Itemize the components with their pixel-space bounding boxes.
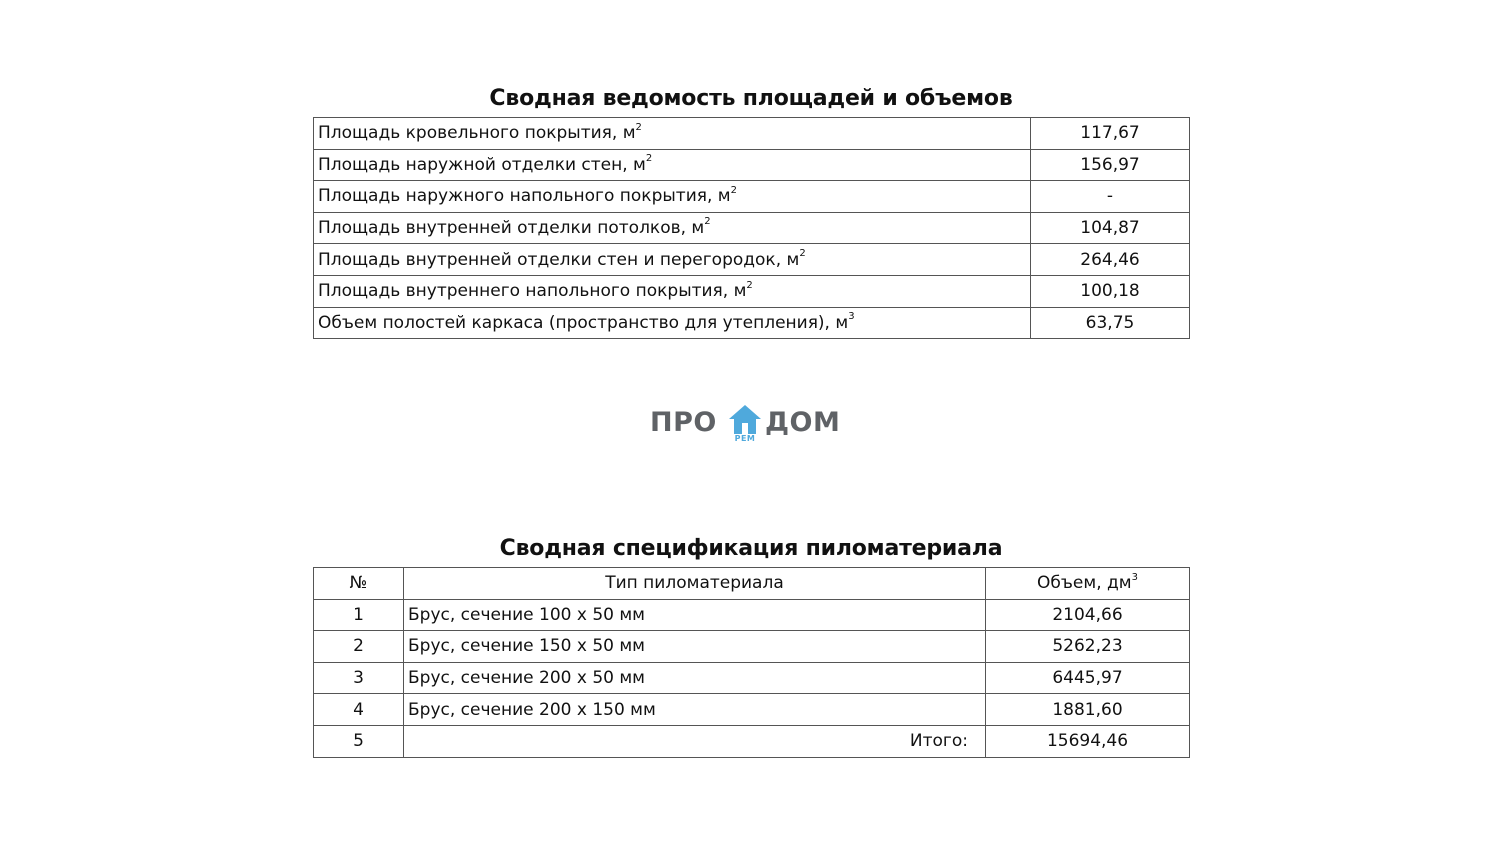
total-label-cell: Итого: xyxy=(404,725,986,757)
table-row xyxy=(314,118,1190,150)
volume-cell: 2104,66 xyxy=(986,599,1190,631)
logo-text-rem: РЕМ xyxy=(734,434,756,443)
areas-value-cell: - xyxy=(1031,181,1190,213)
lumber-table-title: Сводная спецификация пиломатериала xyxy=(499,536,1003,561)
areas-value-cell: 264,46 xyxy=(1031,244,1190,276)
table-row xyxy=(314,149,1190,181)
prorem-dom-logo xyxy=(648,400,853,448)
lumber-type-cell: Брус, сечение 100 х 50 мм xyxy=(404,599,986,631)
table-row xyxy=(314,631,1190,663)
table-row xyxy=(314,307,1190,339)
areas-table-title: Сводная ведомость площадей и объемов xyxy=(489,86,1013,111)
logo-text-dom: ДОМ xyxy=(765,407,841,438)
lumber-type-cell: Брус, сечение 200 х 50 мм xyxy=(404,662,986,694)
volume-cell: 6445,97 xyxy=(986,662,1190,694)
areas-value-cell: 117,67 xyxy=(1031,118,1190,150)
column-header-num: № xyxy=(314,568,404,600)
areas-table xyxy=(313,117,1190,339)
areas-label-cell: Объем полостей каркаса (пространство для утепления), $м^3$ xyxy=(314,307,1031,339)
lumber-table xyxy=(313,567,1190,758)
volume-cell: 5262,23 xyxy=(986,631,1190,663)
lumber-type-cell: Брус, сечение 200 х 150 мм xyxy=(404,694,986,726)
areas-label-cell: Площадь кровельного покрытия, $м^2$ xyxy=(314,118,1031,150)
areas-value-cell: 63,75 xyxy=(1031,307,1190,339)
table-row xyxy=(314,599,1190,631)
lumber-type-cell: Брус, сечение 150 х 50 мм xyxy=(404,631,986,663)
table-row xyxy=(314,212,1190,244)
column-header-type: Тип пиломатериала xyxy=(404,568,986,600)
areas-label-cell: Площадь наружной отделки стен, $м^2$ xyxy=(314,149,1031,181)
row-num-cell: 2 xyxy=(314,631,404,663)
areas-label-cell: Площадь внутренней отделки стен и перегородок, $м^2$ xyxy=(314,244,1031,276)
areas-label-cell: Площадь внутреннего напольного покрытия, $м^2$ xyxy=(314,275,1031,307)
row-num-cell: 5 xyxy=(314,725,404,757)
row-num-cell: 4 xyxy=(314,694,404,726)
column-header-volume: Объем, $дм^3$ xyxy=(986,568,1190,600)
areas-value-cell: 100,18 xyxy=(1031,275,1190,307)
table-header-row xyxy=(314,568,1190,600)
table-row xyxy=(314,181,1190,213)
table-total-row xyxy=(314,725,1190,757)
volume-cell: 1881,60 xyxy=(986,694,1190,726)
table-row xyxy=(314,662,1190,694)
table-row xyxy=(314,244,1190,276)
logo-text-pro: ПРО xyxy=(650,407,717,438)
areas-value-cell: 104,87 xyxy=(1031,212,1190,244)
total-volume-cell: 15694,46 xyxy=(986,725,1190,757)
row-num-cell: 1 xyxy=(314,599,404,631)
table-row xyxy=(314,694,1190,726)
areas-label-cell: Площадь внутренней отделки потолков, $м^2$ xyxy=(314,212,1031,244)
house-icon xyxy=(728,403,762,437)
table-row xyxy=(314,275,1190,307)
areas-value-cell: 156,97 xyxy=(1031,149,1190,181)
row-num-cell: 3 xyxy=(314,662,404,694)
areas-label-cell: Площадь наружного напольного покрытия, $м^2$ xyxy=(314,181,1031,213)
